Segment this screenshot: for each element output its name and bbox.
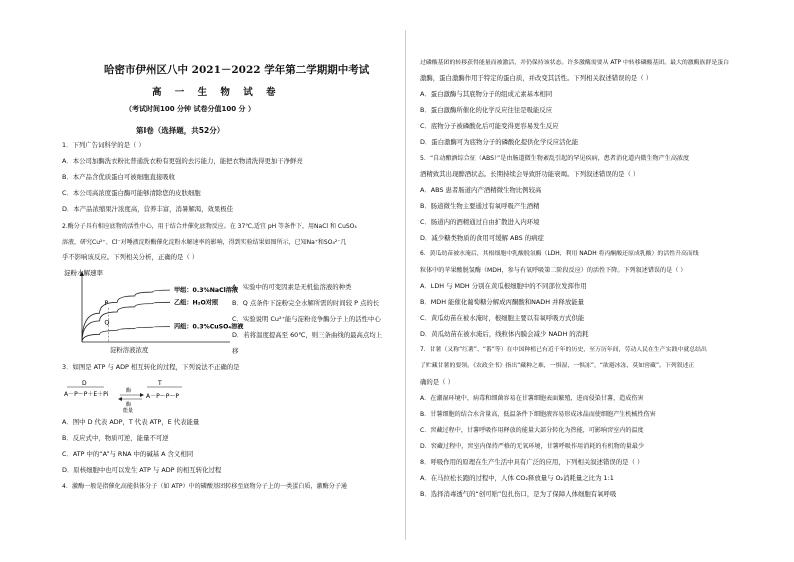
q3-option-a: A．图中 D 代表 ADP，T 代表 ATP，E 代表能量 [62, 418, 200, 426]
series-line-1 [82, 302, 170, 342]
q4-option-d: D．蛋白激酶可为底物分子的磷酸化提供化学反应活化能 [420, 138, 579, 146]
annotation-p: P [104, 298, 109, 307]
q7-line-2: 了贮藏甘薯的要领。《农政全书》指出“藏种之难，一惧湿，一惧冻”，“欲避冰冻，莫如窖藏”。下列叙述正 [420, 363, 695, 369]
q5-option-c: C．肠道内的酒精通过自由扩散进入内环境 [420, 218, 540, 226]
q6-line-2: 粒体中的苹果酸脱氢酶（MDH，参与有氧呼吸第二阶段反应）的活性下降。下列叙述错误的是（ ） [420, 267, 687, 274]
q3-stem: 3．如图是 ATP 与 ADP 相互转化的过程，下列说法不正确的是 [62, 363, 240, 371]
q2-option-a: A．实验中的可变因素是无机盐溶液的种类 [232, 283, 352, 291]
q6-option-d: D．黄瓜幼苗在被水淹后，线粒体内膜会减少 NADH 的消耗 [420, 330, 589, 338]
series-label-0: 甲组：0.3%NaCl溶液 [174, 287, 239, 295]
column-divider [405, 30, 406, 540]
q7-line-3: 确的是（ ） [420, 378, 454, 386]
q2-option-c: C．实验说明 Cu²⁺能与淀粉竞争酶分子上的活性中心 [232, 315, 381, 323]
exam-meta: （考试时间100 分钟 试卷分值100 分 ） [125, 105, 255, 113]
q6-line-1: 6．黄瓜幼苗被水淹后，其根细胞中乳酸脱氢酶（LDH，利用 NADH 将丙酮酸还原成乳酸）的活性升高而线 [420, 251, 699, 257]
q8-option-a: A．在马拉松长跑的过程中，人体 CO₂释放量与 O₂消耗量之比为 1:1 [420, 474, 614, 482]
diagram-formula: A－P～P＋E＋Pi [64, 391, 109, 398]
q1-option-b: B．本产品含优质蛋白可被细胞直接吸收 [62, 173, 176, 181]
section-heading: 第Ⅰ卷（选择题，共52分） [136, 126, 225, 135]
x-axis-label: 淀粉溶液浓度 [110, 346, 149, 354]
q1-option-d: D．本产品浓缩果汁浓度高，营养丰富，消暑解渴，效果极佳 [62, 205, 234, 213]
q7-option-b: B．甘薯细胞的结合水含量高，低温条件下细胞液容易形成冰晶而使细胞产生机械性伤害 [420, 411, 656, 418]
q5-line-2: 酒精致其出现醉酒状态。长期持续会导致肝功能衰竭。下列叙述错误的是（ ） [420, 170, 640, 178]
q6-option-c: C．黄瓜幼苗在被水淹时，根细胞主要以有氧呼吸方式供能 [420, 314, 585, 322]
series-line-2 [82, 327, 170, 342]
q8-line-1: 8．呼吸作用的原理在生产生活中具有广泛的应用，下列相关叙述错误的是（ ） [420, 458, 644, 466]
q4-line-1: 4．激酶一般是指催化高能供体分子（如 ATP）中的磷酸基团转移至底物分子上的一类蛋白质，激酶分子通 [62, 483, 348, 490]
q2-option-d: D．若将温度提高至 60℃，则三条曲线的最高点均上 [232, 331, 383, 339]
q2-line-1: 2.酶分子具有相应底物的活性中心，用于结合并催化底物反应。在 37℃,适宜 pH 等条件下，用NaCl 和 CuSO₄ [62, 223, 357, 230]
series-label-2: 丙组：0.3%CuSO₄溶液 [174, 323, 244, 331]
q5-option-d: D．减少糖类物质的食用可缓解 ABS 的病症 [420, 234, 544, 242]
q2-option-d-cont: 移 [232, 347, 239, 355]
atp-adp-diagram [62, 376, 192, 412]
q5-option-a: A．ABS 患者肠道内产酒精微生物比例较高 [420, 186, 542, 194]
annotation-q: Q [104, 318, 110, 327]
y-axis-label: 淀粉水解速率 [64, 269, 103, 277]
q4-cont-line-2: 激酶，蛋白激酶作用于特定的蛋白质，并改变其活性。下列相关叙述错误的是（ ） [420, 74, 653, 82]
q7-option-a: A．在潮湿环境中，病毒和细菌容易在甘薯细胞表面繁殖，进而侵染甘薯，造成伤害 [420, 395, 644, 402]
q4-option-b: B．蛋白激酶所催化的化学反应往往是吸能反应 [420, 106, 553, 114]
q7-line-1: 7．甘薯（又称“红薯”、“番”等）在中国种植已有近千年的历史，至万历年间，劳动人民在生产实践中就总结出 [420, 347, 707, 353]
q5-option-b: B．肠道微生物主要通过有氧呼吸产生酒精 [420, 202, 540, 210]
q8-option-b: B．选择消毒透气的“创可贴”包扎伤口，是为了保障人体细胞有氧呼吸 [420, 490, 617, 498]
diagram-energy: 能量 [123, 408, 134, 414]
q7-option-c: C．窖藏过程中，甘薯呼吸作用释放的能量大部分转化为热能，可影响窖室内的温度 [420, 427, 644, 434]
q4-option-a: A．蛋白激酶与其底物分子的组成元素基本相同 [420, 90, 553, 98]
q6-option-b: B．MDH 能催化葡萄糖分解成丙酮酸和NADH 并释放能量 [420, 298, 584, 306]
diagram-enzyme-bottom: 酶 [126, 402, 132, 408]
q3-option-b: B．反应式中，物质可逆，能量不可逆 [62, 434, 169, 442]
q3-option-d: D．原核细胞中也可以发生 ATP 与 ADP 的相互转化过程 [62, 466, 222, 474]
q2-line-2: 溶液，研究Cu²⁺、Cl⁻对唾液淀粉酶催化淀粉水解速率的影响，得到实验结果如图所示，已知Na⁺和SO₄²⁻几 [62, 239, 347, 246]
enzyme-rate-chart [62, 268, 244, 346]
q3-option-c: C．ATP 中的“A”与 RNA 中的碱基 A 含义相同 [62, 450, 194, 458]
diagram-result: A－P～P～P [146, 393, 179, 400]
exam-subject: 高 一 生 物 试 卷 [152, 87, 281, 98]
diagram-label-t: T [158, 380, 162, 387]
series-label-1: 乙组：H₂O对照 [174, 299, 219, 307]
q2-line-3: 乎不影响该反应。下列相关分析，正确的是（ ） [62, 253, 199, 261]
q1-stem: 1．下列广告词科学的是（ ） [62, 141, 145, 149]
q2-option-b: B．Q 点条件下淀粉完全水解所需的时间较 P 点的长 [232, 299, 380, 307]
q5-line-1: 5．“自动酿酒综合征（ABS）”是由肠道微生物紊乱引起的罕见疾病，患者消化道内微生物产生高浓度 [420, 155, 690, 162]
q6-option-a: A．LDH 与 MDH 分别在黄瓜根细胞中的不同部位发挥作用 [420, 282, 587, 290]
q7-option-d: D．窖藏过程中，窖室内保持严格的无氧环境，甘薯呼吸作用消耗的有机物的量最少 [420, 443, 645, 450]
exam-title: 哈密市伊州区八中 2021－2022 学年第二学期期中考试 [104, 64, 370, 76]
q1-option-a: A．本公司加酶洗衣粉比普通洗衣粉有更强的去污能力，能把衣物清洗得更加干净鲜亮 [62, 157, 303, 165]
q4-option-c: C．底物分子被磷酸化后可能变得更容易发生反应 [420, 122, 559, 130]
q1-option-c: C．本公司高浓度蛋白酶可能够清除您的皮肤细胞 [62, 189, 201, 197]
diagram-label-d: D [82, 380, 87, 387]
diagram-enzyme-top: 酶 [126, 388, 132, 394]
q4-cont-line-1: 过磷酸基团的转移获得能量而被激活，并仍保持该状态。许多激酶需要从 ATP 中转移磷酸基团。最大的激酶族群是蛋白 [420, 60, 729, 66]
